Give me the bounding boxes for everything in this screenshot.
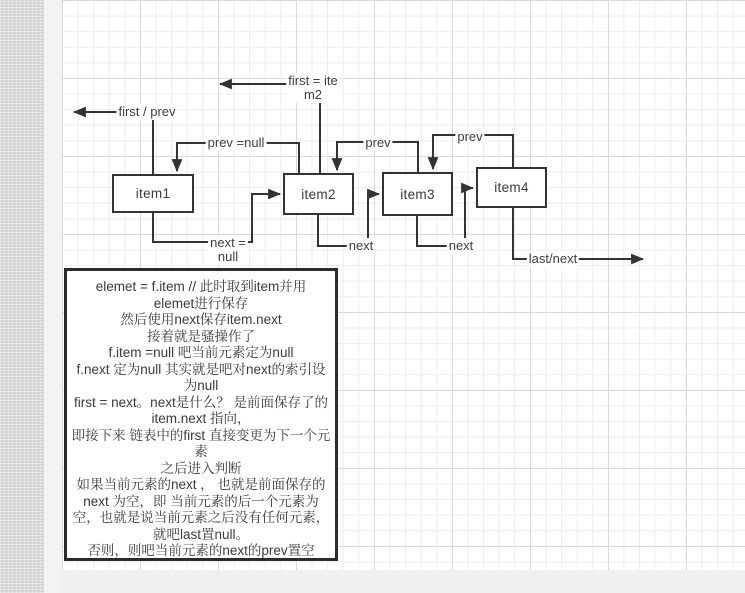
label-next-item2[interactable]: next [348,238,374,253]
label-next-null[interactable]: next = null [210,235,246,264]
connector-first-prev[interactable] [74,112,153,174]
label-prev-null[interactable]: prev =null [207,135,265,150]
label-next-item3[interactable]: next [448,238,474,253]
label-first-item2[interactable]: first = ite m2 [288,73,338,102]
node-item3[interactable]: item3 [382,172,453,216]
label-prev-item3[interactable]: prev [457,129,483,144]
label-prev-item2[interactable]: prev [365,135,391,150]
label-last-next[interactable]: last/next [528,251,578,266]
node-item1[interactable]: item1 [112,174,194,213]
label-first-prev[interactable]: first / prev [118,104,176,119]
annotation-text-box[interactable]: elemet = f.item // 此时取到item并用 elemet进行保存 然后使用next保存item.next 接着就是骚操作了 f.item =null 吧当前元素定为null f.next 定为null 其实就是吧对next的索引设 为null first = next。next是什么？ 是前面保存了的 item.next 指向， 即接下来 链表中的first 直接变更为下一个元 素 之后进入判断 如果当前元素的next ， 也就是前面保存的 next 为空，即 当前元素的后一个元素为 空，也就是说当前元素之后没有任何元素， 就吧last置null。 否则，则吧当前元素的next的prev置空 [64,268,338,561]
node-item2[interactable]: item2 [283,173,354,215]
node-item4[interactable]: item4 [476,167,547,208]
